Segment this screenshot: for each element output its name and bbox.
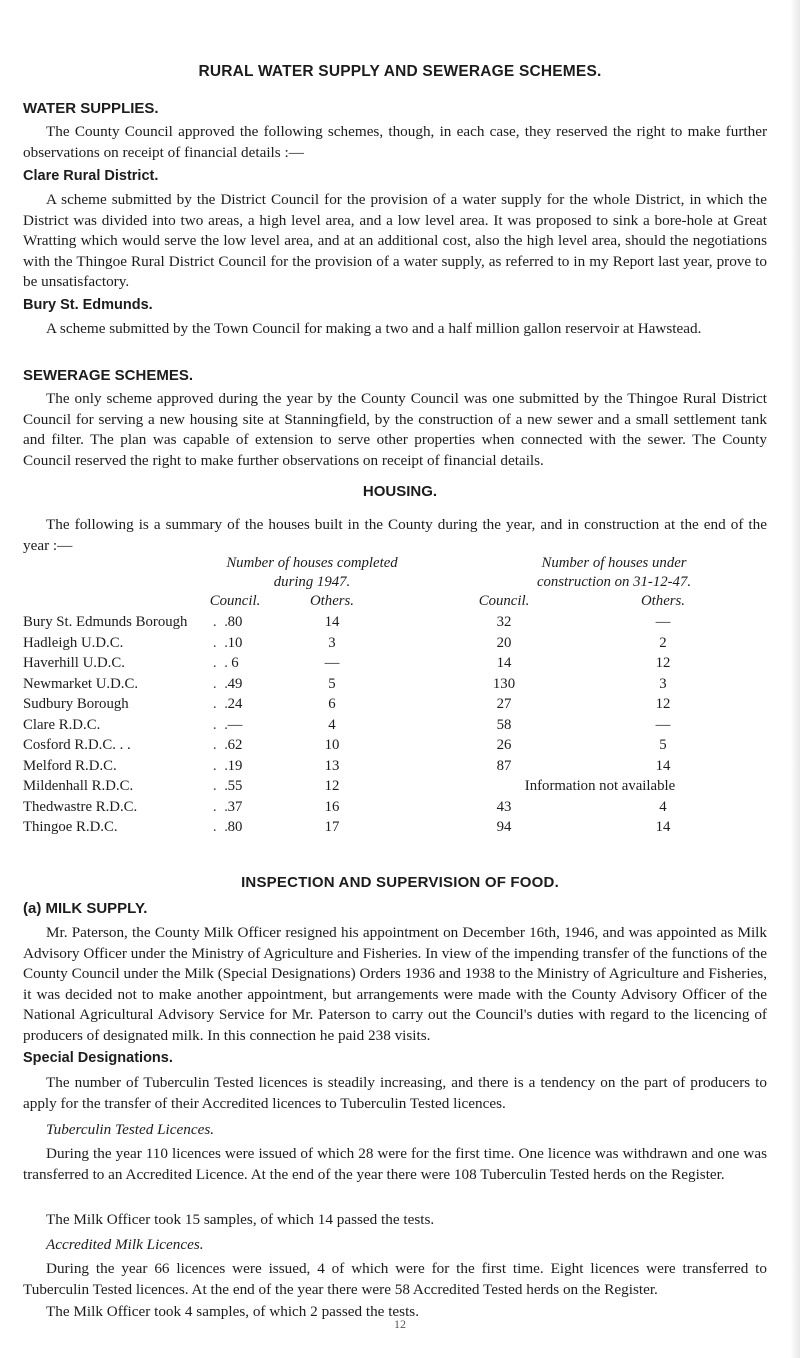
others-construction-cell: 14 xyxy=(655,757,671,774)
others-construction-cell: 12 xyxy=(655,655,671,671)
council-completed-cell: 10 xyxy=(227,634,243,651)
table-row xyxy=(0,655,800,676)
others-construction-cell: — xyxy=(655,614,671,630)
col-header-others-completed: Others. xyxy=(310,593,354,609)
district-name-cell: Bury St. Edmunds Borough xyxy=(23,614,188,630)
others-construction-cell: 4 xyxy=(659,798,667,815)
others-completed-cell: 5 xyxy=(328,675,336,692)
accredited-samples: The Milk Officer took 4 samples, of which 2 passed the tests. xyxy=(46,1303,420,1320)
council-completed-cell: 37 xyxy=(227,798,243,815)
leader-dots: . . xyxy=(212,819,230,835)
council-completed-cell: 19 xyxy=(227,757,243,774)
leader-dots: . . xyxy=(212,757,230,774)
district-name-cell: Hadleigh U.D.C. xyxy=(23,634,124,651)
col-header-council-construction: Council. xyxy=(478,593,530,609)
others-construction-cell: 12 xyxy=(655,696,671,712)
special-designations-paragraph: The number of Tuberculin Tested licences is steadily increasing, and there is a tendency on the part of producers to apply for the transfer of their Accredited licences to Tuberculin Tested licences. xyxy=(23,1074,767,1112)
col-header-others-construction: Others. xyxy=(641,593,685,609)
council-construction-cell: 130 xyxy=(492,675,516,692)
table-row xyxy=(0,635,800,656)
others-completed-cell: 13 xyxy=(324,757,340,774)
district-name-cell: Melford R.D.C. xyxy=(23,757,117,774)
col-group-construction: Number of houses under construction on 31-12-47. xyxy=(536,555,692,590)
table-row xyxy=(0,717,800,738)
district-name-cell: Thedwastre R.D.C. xyxy=(23,798,138,815)
page-title: RURAL WATER SUPPLY AND SEWERAGE SCHEMES. xyxy=(198,63,602,80)
district-name-cell: Cosford R.D.C. . . xyxy=(23,737,131,753)
col-group-completed: Number of houses completed during 1947. xyxy=(226,555,398,590)
others-construction-cell: 14 xyxy=(655,819,671,835)
water-intro-paragraph: The County Council approved the following schemes, though, in each case, they reserved the right to make further observations on receipt of financial details :— xyxy=(23,123,767,161)
housing-heading: HOUSING. xyxy=(362,483,438,500)
leader-dots: . . xyxy=(212,655,230,671)
milk-supply-paragraph: Mr. Paterson, the County Milk Officer resigned his appointment on December 16th, 1946, and was appointed as Milk Advisory Officer under the Ministry of Agriculture and Fisheries. In view of the impending transfer of the functions of the County Council under the Milk (Special Designations) Orders 1936 and 1938 to the Ministry of Agriculture and Fisheries, it was decided not to make another appointment, but arrangements were made with the County Advisory Officer of the National Agricultural Advisory Service for Mr. Paterson to carry out the Council's duties with regard to the licencing of producers of designated milk. In this connection he paid 238 visits. xyxy=(23,924,767,1044)
council-completed-cell: 80 xyxy=(227,614,243,630)
others-completed-cell: 17 xyxy=(324,819,340,835)
others-construction-cell: 5 xyxy=(659,737,667,753)
table-row xyxy=(0,696,800,717)
leader-dots: . . xyxy=(212,798,230,815)
district-name-cell: Mildenhall R.D.C. xyxy=(23,778,134,794)
milk-supply-heading: (a) MILK SUPPLY. xyxy=(23,900,148,917)
council-completed-cell: 80 xyxy=(227,819,243,835)
page-edge-shadow xyxy=(790,0,800,1358)
leader-dots: . . xyxy=(212,696,230,712)
council-construction-cell: 27 xyxy=(496,696,512,712)
page-number: 12 xyxy=(394,1317,406,1331)
water-supplies-heading: WATER SUPPLIES. xyxy=(23,100,159,117)
district-name-cell: Sudbury Borough xyxy=(23,696,129,712)
tuberculin-heading: Tuberculin Tested Licences. xyxy=(46,1121,215,1138)
leader-dots: . . xyxy=(212,737,230,753)
leader-dots: . . xyxy=(212,716,230,733)
clare-rural-paragraph: A scheme submitted by the District Council for the provision of a water supply for the whole District, in which the District was divided into two areas, a high level area, and a low level area. It was proposed to sink a bore-hole at Great Wratting which would serve the low level area, and at an additional cost, also the high level area, should the negotiations with the Thingoe Rural District Council for the provision of a water supply, as referred to in my Report last year, prove to be unsatisfactory. xyxy=(23,191,767,290)
table-row xyxy=(0,778,800,799)
table-row xyxy=(0,676,800,697)
district-name-cell: Thingoe R.D.C. xyxy=(23,819,118,835)
others-construction-cell: 2 xyxy=(659,634,667,651)
others-completed-cell: 10 xyxy=(324,737,340,753)
clare-rural-heading: Clare Rural District. xyxy=(23,168,159,184)
others-completed-cell: — xyxy=(324,655,340,671)
others-completed-cell: 4 xyxy=(328,716,336,733)
leader-dots: . . xyxy=(212,634,230,651)
col-header-council-completed: Council. xyxy=(209,593,261,609)
information-unavailable-cell: Information not available xyxy=(524,778,676,794)
others-construction-cell: — xyxy=(655,716,671,733)
table-row xyxy=(0,758,800,779)
bury-paragraph: A scheme submitted by the Town Council for making a two and a half million gallon reservoir at Hawstead. xyxy=(46,320,702,337)
tuberculin-samples: The Milk Officer took 15 samples, of which 14 passed the tests. xyxy=(46,1211,435,1228)
special-designations-heading: Special Designations. xyxy=(23,1050,173,1066)
council-construction-cell: 94 xyxy=(496,819,512,835)
council-construction-cell: 58 xyxy=(496,716,512,733)
council-completed-cell: — xyxy=(227,716,243,733)
others-completed-cell: 6 xyxy=(328,696,336,712)
council-construction-cell: 26 xyxy=(496,737,512,753)
council-construction-cell: 20 xyxy=(496,634,512,651)
table-row xyxy=(0,799,800,820)
district-name-cell: Clare R.D.C. xyxy=(23,716,101,733)
council-construction-cell: 43 xyxy=(496,798,512,815)
sewerage-paragraph: The only scheme approved during the year by the County Council was one submitted by the Thingoe Rural District Council for serving a new housing site at Stanningfield, by the construction of a new sewer and a small settlement tank and filter. The plan was capable of extension to serve other properties when connected with the sewer. The County Council reserved the right to make further observations on receipt of financial details. xyxy=(23,390,767,469)
tuberculin-paragraph: During the year 110 licences were issued of which 28 were for the first time. One licence was withdrawn and one was transferred to an Accredited Licence. At the end of the year there were 108 Tuberculin Tested herds on the Register. xyxy=(23,1145,767,1183)
table-row xyxy=(0,614,800,635)
others-completed-cell: 12 xyxy=(324,778,340,794)
accredited-heading: Accredited Milk Licences. xyxy=(46,1236,204,1253)
others-completed-cell: 16 xyxy=(324,798,340,815)
leader-dots: . . xyxy=(212,675,230,692)
inspection-heading: INSPECTION AND SUPERVISION OF FOOD. xyxy=(241,874,559,891)
accredited-paragraph: During the year 66 licences were issued, 4 of which were for the first time. Eight licences were transferred to Tuberculin Tested licences. At the end of the year there were 58 Accredited Tested herds on the Register. xyxy=(23,1260,767,1298)
council-completed-cell: 24 xyxy=(227,696,243,712)
district-name-cell: Newmarket U.D.C. xyxy=(23,675,139,692)
district-name-cell: Haverhill U.D.C. xyxy=(23,655,125,671)
council-completed-cell: 6 xyxy=(231,655,239,671)
others-completed-cell: 3 xyxy=(328,634,336,651)
leader-dots: . . xyxy=(212,614,230,630)
leader-dots: . . xyxy=(212,778,230,794)
council-completed-cell: 55 xyxy=(227,778,243,794)
others-construction-cell: 3 xyxy=(659,675,667,692)
table-row xyxy=(0,737,800,758)
housing-intro-paragraph: The following is a summary of the houses built in the County during the year, and in construction at the end of the year :— xyxy=(23,516,767,554)
sewerage-heading: SEWERAGE SCHEMES. xyxy=(23,367,194,384)
council-construction-cell: 32 xyxy=(496,614,512,630)
council-construction-cell: 87 xyxy=(496,757,512,774)
others-completed-cell: 14 xyxy=(324,614,340,630)
council-completed-cell: 62 xyxy=(227,737,243,753)
bury-heading: Bury St. Edmunds. xyxy=(23,297,153,313)
council-construction-cell: 14 xyxy=(496,655,512,671)
council-completed-cell: 49 xyxy=(227,675,243,692)
table-row xyxy=(0,819,800,840)
